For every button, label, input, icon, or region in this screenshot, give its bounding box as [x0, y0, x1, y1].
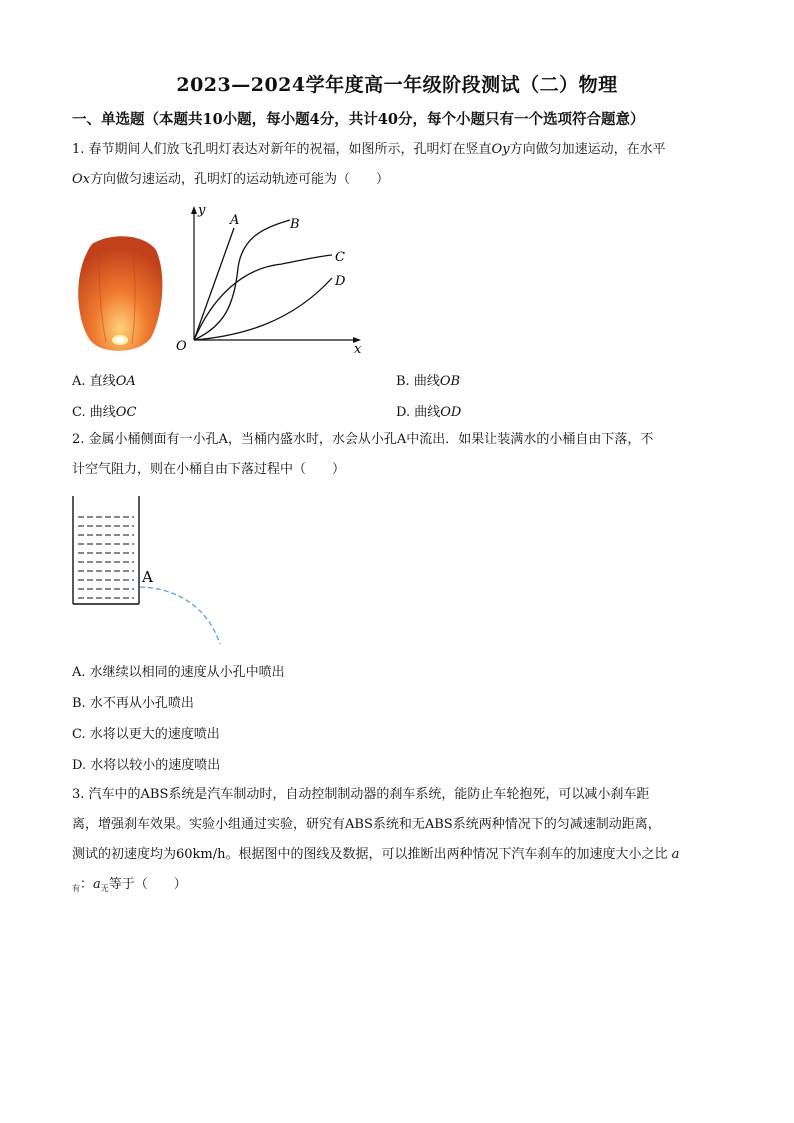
- point-b-label: B: [290, 217, 300, 232]
- q1-option-d[interactable]: D. 曲线OD: [396, 405, 462, 420]
- curve-oa: [194, 228, 234, 340]
- point-c-label: C: [335, 250, 345, 265]
- q3-text: 3. 汽车中的ABS系统是汽车制动时，自动控制制动器的刹车系统，能防止车轮抱死，可以减小刹车距 离，增强刹车效果。实验小组通过实验，研究有ABS系统和无ABS系统两种情况下的匀减速制动距离， 测试的初速度均为60km/h。根据图中的图线及数据，可以推断出两种情况下汽车刹车的加速度大小之比 a $_有$：$a_无$等于（ ）: [72, 787, 680, 893]
- curve-ob: [194, 220, 290, 340]
- q1-text: 1. 春节期间人们放飞孔明灯表达对新年的祝福，如图所示，孔明灯在竖直Oy方向做匀加速运动，在水平 Ox方向做匀速运动，孔明灯的运动轨迹可能为（ ）: [72, 142, 666, 187]
- curve-od: [194, 278, 332, 340]
- bucket-diagram: [68, 490, 228, 650]
- water-stream: [140, 587, 220, 644]
- q2-option-c[interactable]: C. 水将以更大的速度喷出: [72, 727, 220, 742]
- sky-lantern-image: [72, 232, 166, 358]
- point-d-label: D: [335, 274, 346, 289]
- q1-option-a[interactable]: A. 直线OA: [72, 374, 136, 389]
- q2-option-d[interactable]: D. 水将以较小的速度喷出: [72, 758, 221, 773]
- axis-y-label: y: [198, 203, 206, 218]
- origin-label: O: [176, 339, 187, 354]
- section-heading: 一、单选题（本题共10小题，每小题4分，共计40分，每个小题只有一个选项符合题意）: [72, 111, 645, 128]
- water-lines: [78, 517, 134, 598]
- q1-option-b[interactable]: B. 曲线OB: [396, 374, 461, 389]
- q2-text: 2. 金属小桶侧面有一小孔A，当桶内盛水时，水会从小孔A中流出．如果让装满水的小桶自由下落，不 计空气阻力，则在小桶自由下落过程中（ ）: [72, 432, 654, 477]
- q1-option-c[interactable]: C. 曲线OC: [72, 405, 137, 420]
- q2-option-a[interactable]: A. 水继续以相同的速度从小孔中喷出: [72, 665, 285, 680]
- axis-x-label: x: [354, 342, 362, 357]
- q2-option-b[interactable]: B. 水不再从小孔喷出: [72, 696, 194, 711]
- trajectory-graph: [172, 198, 372, 358]
- hole-label: A: [142, 568, 153, 586]
- point-a-label: A: [230, 213, 240, 228]
- page-title: 2023—2024学年度高一年级阶段测试（二）物理: [176, 74, 618, 96]
